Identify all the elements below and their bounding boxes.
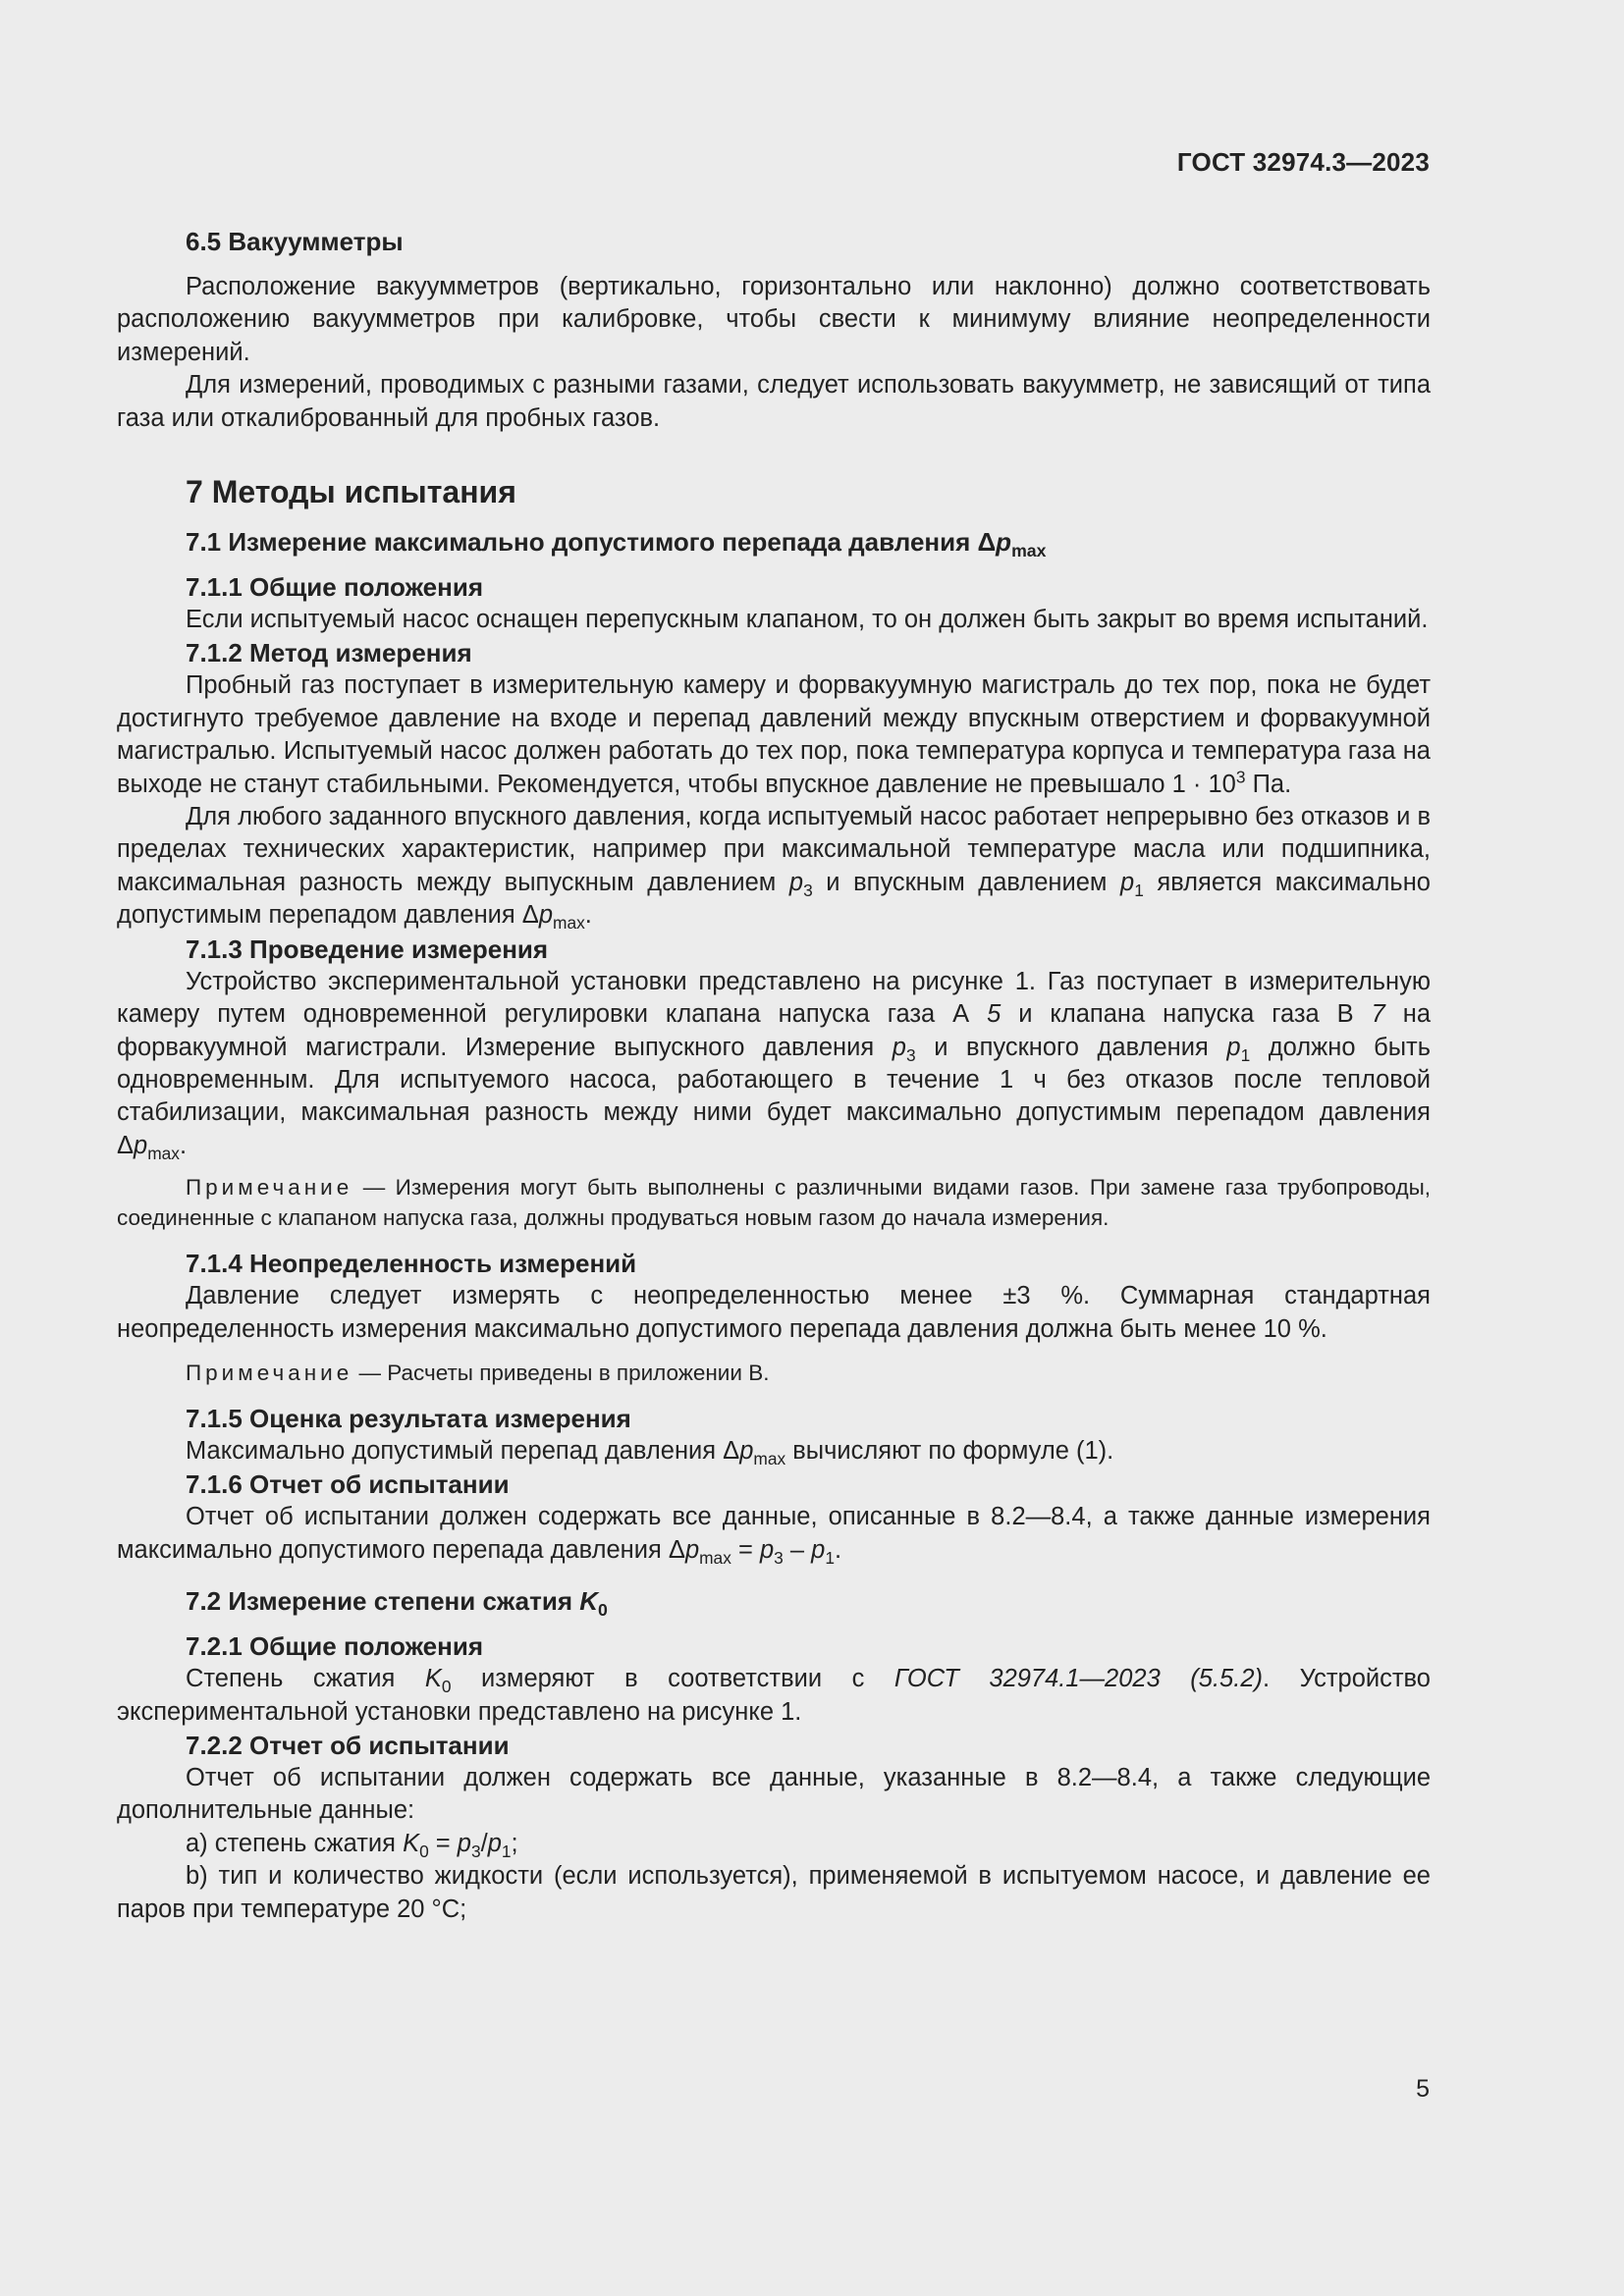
document-code-header: ГОСТ 32974.3—2023	[1176, 147, 1430, 177]
section-7-2-1-title: 7.2.1 Общие положения	[186, 1631, 483, 1662]
note-label: Примечание	[186, 1175, 353, 1201]
section-7-1-2-title: 7.1.2 Метод измерения	[186, 638, 472, 668]
paragraph: Степень сжатия $K_0$ измеряют в соответствии с ГОСТ 32974.1—2023 (5.5.2). Устройство экспериментальной установки представлено на рисунке 1.	[117, 1665, 1431, 1726]
section-7-1-4-title: 7.1.4 Неопределенность измерений	[186, 1249, 637, 1279]
paragraph: Расположение вакуумметров (вертикально, горизонтально или наклонно) должно соответствовать расположению вакуумметров при калибровке, чтобы свести к минимуму влияние неопределенности измерений.	[117, 273, 1431, 366]
paragraph: Пробный газ поступает в измерительную камеру и форвакуумную магистраль до тех пор, пока не будет достигнуто требуемое давление на входе и перепад давлений между впускным отверстием и форвакуумной магистралью. Испытуемый насос должен работать до тех пор, пока температура корпуса и температура газа на выходе не станут стабильными. Рекомендуется, чтобы впускное давление не превышало $1 \cdot 10^3$ Па.	[117, 671, 1431, 798]
paragraph: Отчет об испытании должен содержать все данные, указанные в 8.2—8.4, а также следующие дополнительные данные:	[117, 1763, 1431, 1825]
paragraph: Давление следует измерять с неопределенностью менее ±3 %. Суммарная стандартная неопределенность измерения максимально допустимого перепада давления должна быть менее 10 %.	[117, 1282, 1431, 1343]
section-6-5-title: 6.5 Вакуумметры	[186, 227, 404, 256]
section-7-1-3-title: 7.1.3 Проведение измерения	[186, 934, 549, 964]
paragraph: Максимально допустимый перепад давления $\Delta p_{max}$ вычисляют по формуле (1).	[186, 1436, 1114, 1469]
section-7-2-2-title: 7.2.2 Отчет об испытании	[186, 1730, 510, 1760]
list-item: a) степень сжатия $K_0 = p_3/p_1$;	[186, 1829, 518, 1861]
section-7-1-1-title: 7.1.1 Общие положения	[186, 572, 483, 603]
note: Примечание — Измерения могут быть выполнены с различными видами газов. При замене газа трубопроводы, соединенные с клапаном напуска газа, должны продуваться новым газом до начала измерения.	[117, 1175, 1431, 1231]
page-content	[117, 225, 1431, 1926]
page-number: 5	[1416, 2075, 1430, 2103]
paragraph: Для измерений, проводимых с разными газами, следует использовать вакуумметр, не зависящий от типа газа или откалиброванный для пробных газов.	[117, 371, 1431, 432]
paragraph: Отчет об испытании должен содержать все данные, описанные в 8.2—8.4, а также данные измерения максимально допустимого перепада давления $\Delta p_{max} = p_3 - p_1$.	[117, 1503, 1431, 1568]
section-7-2-title: 7.2 Измерение степени сжатия $K_0$	[186, 1586, 608, 1621]
section-7-1-title: 7.1 Измерение максимально допустимого перепада давления $\Delta p_{max}$	[186, 527, 1047, 561]
paragraph: Устройство экспериментальной установки представлено на рисунке 1. Газ поступает в измерительную камеру путем одновременной регулировки клапана напуска газа А 5 и клапана напуска газа В 7 на форвакуумной магистрали. Измерение выпускного давления $p_3$ и впускного давления $p_1$ должно быть одновременным. Для испытуемого насоса, работающего в течение 1 ч без отказов после тепловой стабилизации, максимальная разность между ними будет максимально допустимым перепадом давления $\Delta p_{max}$.	[117, 967, 1432, 1163]
paragraph: Если испытуемый насос оснащен перепускным клапаном, то он должен быть закрыт во время испытаний.	[186, 606, 1429, 634]
section-7-1-6-title: 7.1.6 Отчет об испытании	[186, 1469, 510, 1500]
note: Примечание — Расчеты приведены в приложении В.	[186, 1360, 770, 1385]
standard-reference-link: ГОСТ 32974.1—2023 (5.5.2)	[893, 1665, 1263, 1693]
section-7-1-5-title: 7.1.5 Оценка результата измерения	[186, 1403, 631, 1433]
list-item: b) тип и количество жидкости (если используется), применяемой в испытуемом насосе, и давление ее паров при температуре 20 °C;	[117, 1862, 1431, 1923]
paragraph: Для любого заданного впускного давления, когда испытуемый насос работает непрерывно без отказов и в пределах технических характеристик, например при максимальной температуре масла или подшипника, максимальная разность между выпускным давлением $p_3$ и впускным давлением $p_1$ является максимально допустимым перепадом давления $\Delta p_{max}$.	[117, 803, 1431, 934]
section-7-title: 7 Методы испытания	[186, 474, 516, 510]
note-label: Примечание	[186, 1360, 353, 1385]
